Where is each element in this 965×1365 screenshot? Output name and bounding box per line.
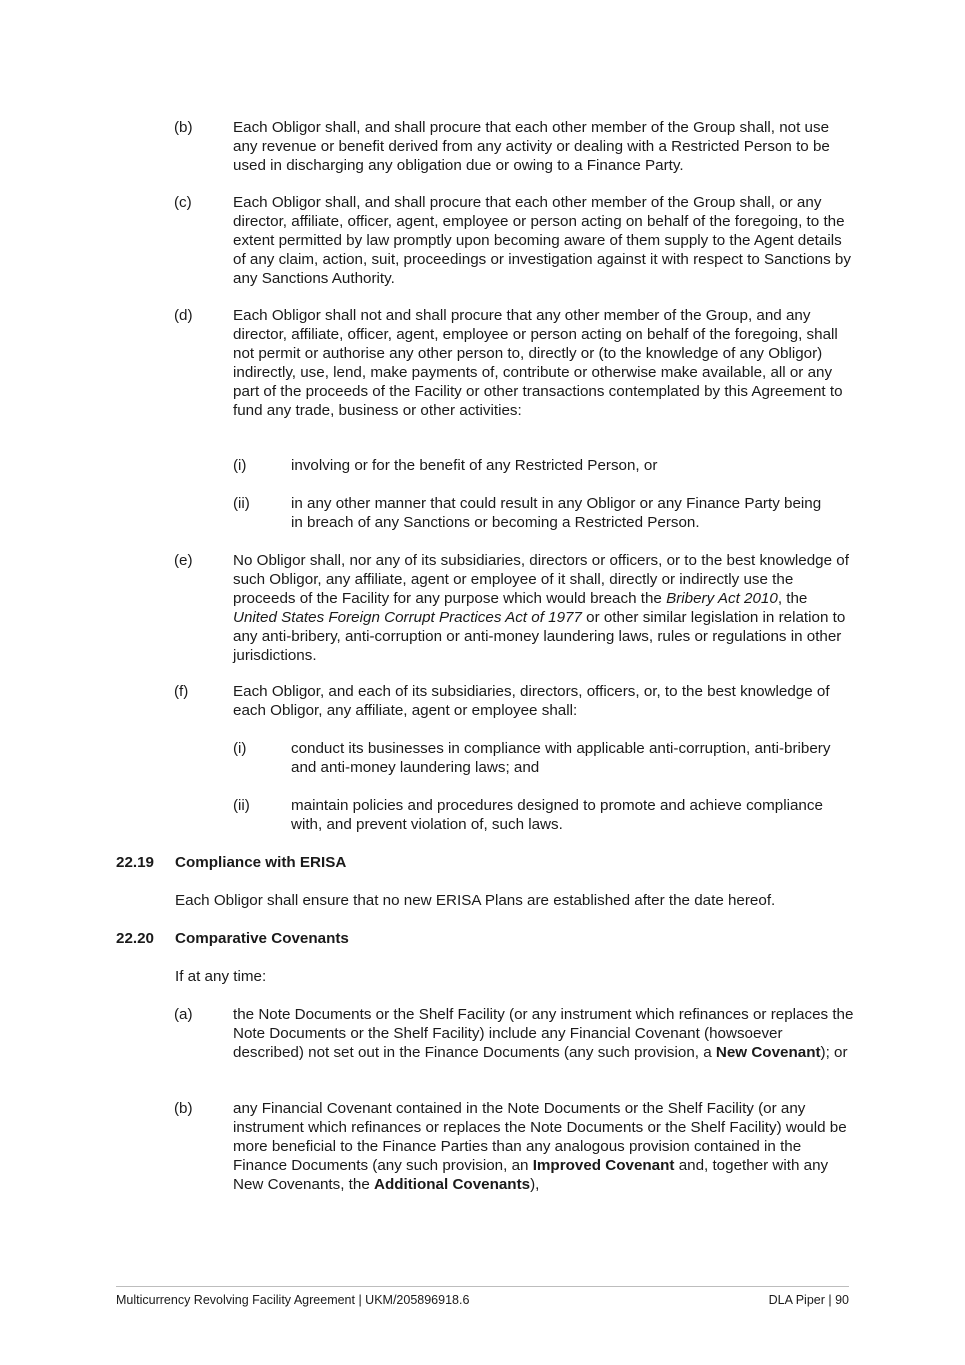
clause-text-part: or other similar legislation in relation to any anti-bribery, anti-corruption or anti-money laundering laws, rules or regulations in other jurisdictions. (233, 609, 846, 664)
clause-label: (c) (174, 194, 192, 211)
clause-label: (b) (174, 1100, 193, 1117)
defined-term: Improved Covenant (532, 1157, 675, 1174)
section-22-20-intro: If at any time: (175, 968, 267, 985)
clause-text-part: the Note Documents or the Shelf Facility (or any instrument which refinances or replaces the Note Documents or the Shelf Facility) include any Financial Covenant (howsoever described) not set out in the Finance Documents (any such provision, a (233, 1006, 854, 1061)
clause-text (233, 1005, 854, 1062)
subclause-text: involving or for the benefit of any Restricted Person, or (291, 457, 658, 474)
clause-label: (e) (174, 552, 193, 569)
clause-d-sub-i (233, 456, 833, 475)
clause-text: Each Obligor shall, and shall procure that each other member of the Group shall, or any director, affiliate, officer, agent, employee or person acting on behalf of the foregoing, to the extent permitted by law promptly upon becoming aware of them supply to the Agent details of any claim, action, suit, proceedings or investigation against it with respect to Sanctions by any Sanctions Authority. (233, 194, 851, 287)
clause-text (233, 1099, 854, 1194)
subclause-label: (i) (233, 740, 247, 757)
subclause-text: in any other manner that could result in any Obligor or any Finance Party being in breach of any Sanctions or becoming a Restricted Person. (291, 495, 822, 531)
statute-name: Bribery Act 2010 (666, 590, 778, 607)
clause-text-part: and, together with any New Covenants, the (233, 1157, 829, 1193)
subclause-label: (i) (233, 457, 247, 474)
clause-text-part: , the (777, 590, 808, 607)
clause-f-sub-i (233, 739, 833, 777)
clause-f-sub-ii (233, 796, 833, 834)
subclause-label: (ii) (233, 797, 250, 814)
clause-22-20-b (174, 1099, 854, 1194)
section-22-19-body: Each Obligor shall ensure that no new ERISA Plans are established after the date hereof. (175, 892, 776, 909)
footer-document-reference: Multicurrency Revolving Facility Agreement | UKM/205896918.6 (116, 1293, 470, 1307)
subclause-label: (ii) (233, 495, 250, 512)
clause-22-20-a (174, 1005, 854, 1062)
subclause-text: maintain policies and procedures designed to promote and achieve compliance with, and prevent violation of, such laws. (291, 797, 823, 833)
clause-label: (a) (174, 1006, 193, 1023)
clause-text-part: ), (530, 1176, 540, 1193)
footer-divider (116, 1286, 849, 1287)
clause-d (174, 306, 854, 420)
clause-text-part: No Obligor shall, nor any of its subsidiaries, directors or officers, or to the best knowledge of such Obligor, any affiliate, agent or employee of it shall, directly or indirectly use the proceeds of the Facility for any purpose which would breach the (233, 552, 849, 607)
section-number: 22.20 (116, 930, 155, 947)
section-number: 22.19 (116, 854, 155, 871)
clause-e (174, 551, 854, 665)
clause-text (233, 551, 854, 665)
subclause-text: conduct its businesses in compliance with applicable anti-corruption, anti-bribery and anti-money laundering laws; and (291, 740, 831, 776)
section-title: Comparative Covenants (175, 930, 349, 947)
clause-label: (b) (174, 119, 193, 136)
clause-b (174, 118, 854, 175)
clause-label: (d) (174, 307, 193, 324)
clause-text: Each Obligor shall not and shall procure that any other member of the Group, and any director, affiliate, officer, agent, employee or person acting on behalf of the foregoing, shall not permit or authorise any other person to, directly or (to the knowledge of any Obligor) indirectly, use, lend, make payments of, contribute or otherwise make available, all or any part of the proceeds of the Facility or other transactions contemplated by this Agreement to fund any trade, business or other activities: (233, 307, 843, 419)
clause-label: (f) (174, 683, 189, 700)
section-heading-22-20 (116, 929, 349, 948)
clause-text: Each Obligor shall, and shall procure that each other member of the Group shall, not use any revenue or benefit derived from any activity or dealing with a Restricted Person to be used in discharging any obligation due or owing to a Finance Party. (233, 119, 830, 174)
clause-text-part: any Financial Covenant contained in the Note Documents or the Shelf Facility (or any instrument which refinances or replaces the Note Documents or the Shelf Facility) would be more beneficial to the Finance Parties than any analogous provision contained in the Finance Documents (any such provision, an (233, 1100, 847, 1174)
section-title: Compliance with ERISA (175, 854, 347, 871)
footer-page-number: DLA Piper | 90 (768, 1293, 849, 1307)
clause-f (174, 682, 854, 720)
defined-term: New Covenant (715, 1044, 821, 1061)
clause-c (174, 193, 854, 288)
statute-name: United States Foreign Corrupt Practices Act of 1977 (233, 609, 582, 626)
clause-d-sub-ii (233, 494, 833, 532)
defined-term: Additional Covenants (373, 1176, 531, 1193)
clause-text: Each Obligor, and each of its subsidiaries, directors, officers, or, to the best knowledge of each Obligor, any affiliate, agent or employee shall: (233, 683, 830, 719)
clause-text-part: ); or (820, 1044, 848, 1061)
section-heading-22-19 (116, 853, 346, 872)
